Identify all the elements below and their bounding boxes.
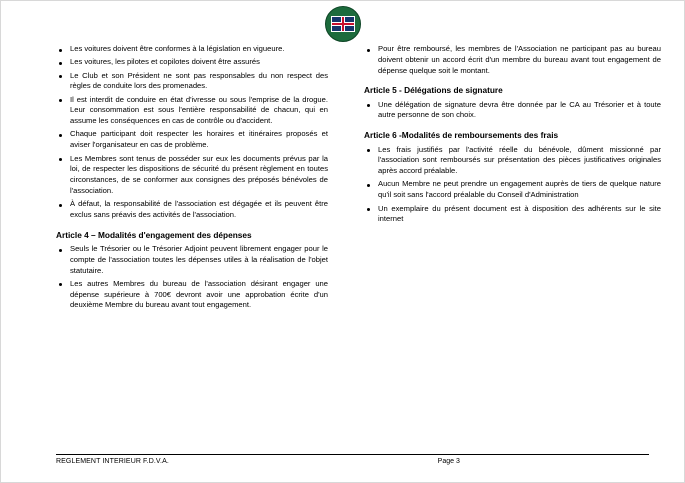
list-item: Les autres Membres du bureau de l'association désirant engager une dépense supérieure à 700€ devront avoir une approbation écrite d'un deuxième Membre du bureau avant tout engagement. <box>56 279 328 311</box>
union-jack-cross-vertical <box>342 17 344 31</box>
list-item: Chaque participant doit respecter les horaires et itinéraires proposés et aviser l'organisateur en cas de problème. <box>56 129 328 151</box>
article-5-bullet-list <box>364 100 661 122</box>
article-6-bullet-list <box>364 145 661 225</box>
list-item: Les frais justifiés par l'activité réelle du bénévole, dûment missionné par l'association sont remboursés sur présentation des pièces justificatives originales après accord préalable. <box>364 145 661 177</box>
union-jack-icon <box>331 16 355 32</box>
list-item: Les voitures, les pilotes et copilotes doivent être assurés <box>56 57 328 68</box>
article-4-heading: Article 4 – Modalités d'engagement des dépenses <box>56 229 252 240</box>
right-column <box>342 44 685 444</box>
club-logo-icon <box>325 6 361 42</box>
left-top-bullet-list <box>56 44 328 221</box>
document-columns <box>0 44 685 444</box>
document-header <box>0 0 685 44</box>
list-item: Les voitures doivent être conformes à la législation en vigueure. <box>56 44 328 55</box>
left-column <box>0 44 342 444</box>
document-footer <box>56 454 649 465</box>
list-item: Aucun Membre ne peut prendre un engagement auprès de tiers de quelque nature qu'il soit sans l'accord préalable du Conseil d'Administration <box>364 179 661 201</box>
article-4-bullet-list <box>56 244 328 311</box>
list-item: Le Club et son Président ne sont pas responsables du non respect des règles de conduite lors des promenades. <box>56 71 328 93</box>
list-item: À défaut, la responsabilité de l'association est dégagée et ils peuvent être exclus sans préavis des activités de l'association. <box>56 199 328 221</box>
article-5-heading: Article 5 - Délégations de signature <box>364 85 503 96</box>
list-item: Pour être remboursé, les membres de l'Association ne participant pas au bureau doivent obtenir un accord écrit d'un membre du bureau avant tout engagement de dépense quelque soit le montant. <box>364 44 661 76</box>
list-item: Un exemplaire du présent document est à disposition des adhérents sur le site internet <box>364 204 661 226</box>
article-6-heading: Article 6 -Modalités de remboursements des frais <box>364 130 559 141</box>
right-top-bullet-list <box>364 44 661 76</box>
list-item: Seuls le Trésorier ou le Trésorier Adjoint peuvent librement engager pour le compte de l'association toutes les dépenses utiles à la réalisation de l'objet statutaire. <box>56 244 328 276</box>
list-item: Une délégation de signature devra être donnée par le CA au Trésorier et à toute autre personne de son choix. <box>364 100 661 122</box>
list-item: Il est interdit de conduire en état d'ivresse ou sous l'emprise de la drogue. Leur consommation est sous l'entière responsabilité de chacun, qui en assume les conséquences en cas de contrôle ou d'accident. <box>56 95 328 127</box>
footer-page-number: Page 3 <box>437 458 460 465</box>
footer-document-title: REGLEMENT INTERIEUR F.D.V.A. <box>56 458 169 465</box>
list-item: Les Membres sont tenus de posséder sur eux les documents prévus par la loi, de respecter les dispositions de sécurité du présent règlement en toutes circonstances, de se conformer aux consignes des préposés bénévoles de l'association. <box>56 154 328 197</box>
